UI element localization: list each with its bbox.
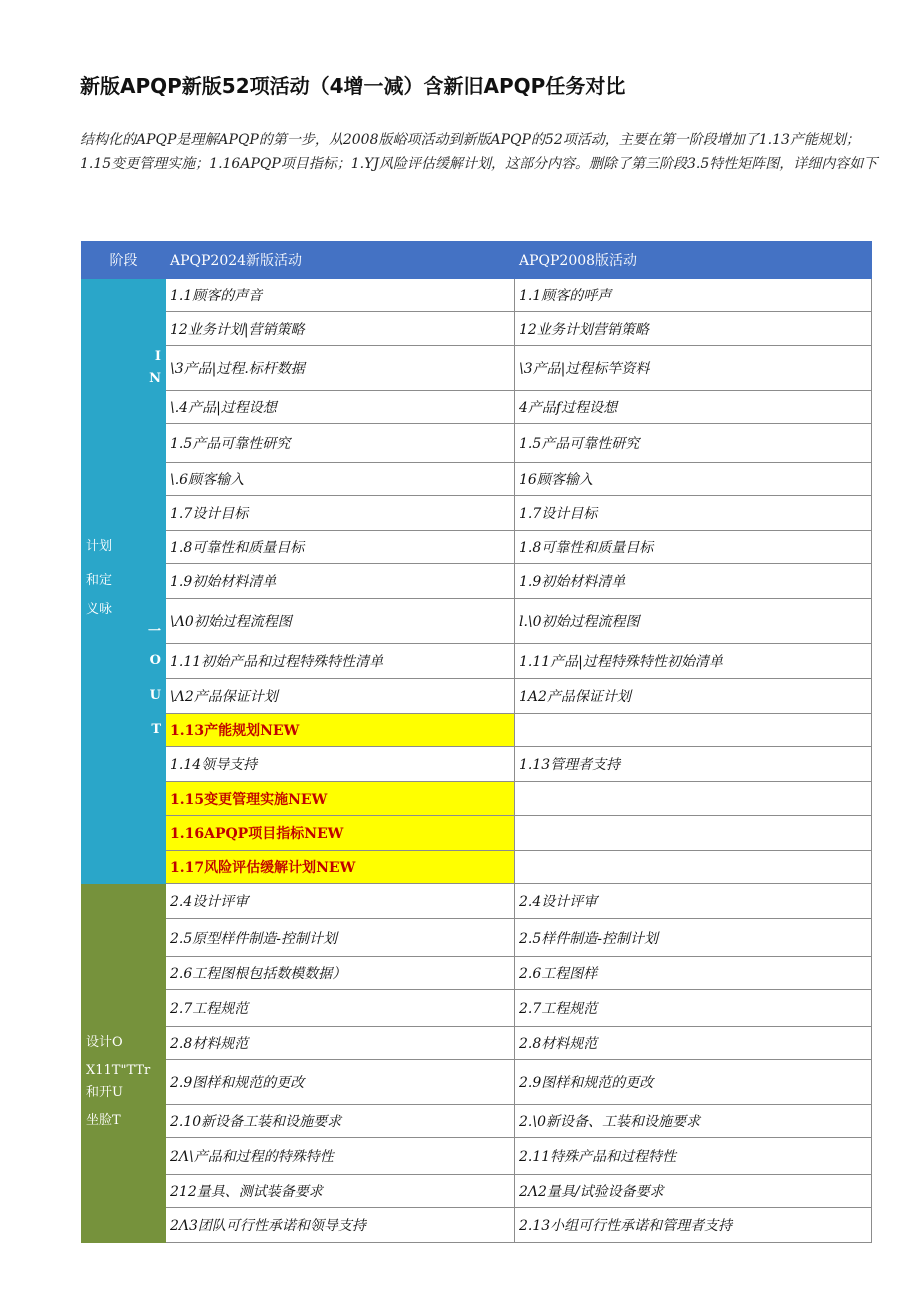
phase-cell xyxy=(82,391,166,424)
old-activity-cell: 1A2产品保证计划 xyxy=(515,679,872,714)
old-activity-cell: 2.8材料规范 xyxy=(515,1027,872,1060)
old-activity-cell: 2.4设计评审 xyxy=(515,884,872,919)
table-row xyxy=(82,1027,872,1060)
phase-label: 和开U xyxy=(86,1085,123,1100)
phase-label: I xyxy=(154,349,161,364)
phase-label: X11T"TTr xyxy=(86,1063,151,1078)
old-activity-cell: 1.8可靠性和质量目标 xyxy=(515,531,872,564)
phase-cell xyxy=(82,919,166,957)
phase-cell xyxy=(82,346,166,391)
table-row xyxy=(82,644,872,679)
old-activity-cell xyxy=(515,782,872,816)
new-activity-cell: 1.11初始产品和过程特殊特性清单 xyxy=(166,644,515,679)
old-activity-cell: 2Λ2量具/试验设备要求 xyxy=(515,1175,872,1208)
new-activity-cell: 2Λ\产品和过程的特殊特性 xyxy=(166,1138,515,1175)
new-activity-cell: \.4产品|过程设想 xyxy=(166,391,515,424)
new-activity-cell: 1.14领导支持 xyxy=(166,747,515,782)
new-activity-cell: 212量具、测试装备要求 xyxy=(166,1175,515,1208)
table-row xyxy=(82,782,872,816)
phase-label: O xyxy=(149,653,161,668)
phase-label: U xyxy=(149,688,161,703)
phase-label: N xyxy=(149,371,161,386)
phase-cell xyxy=(82,599,166,644)
phase-cell xyxy=(82,782,166,816)
new-activity-cell: 1.15变更管理实施NEW xyxy=(166,782,515,816)
document-title: 新版APQP新版52项活动（4增一减）含新旧APQP任务对比 xyxy=(80,74,626,98)
header-phase: 阶段 xyxy=(82,242,166,279)
new-activity-cell: 2.6工程图根包括数模数据） xyxy=(166,957,515,990)
phase-cell xyxy=(82,463,166,496)
old-activity-cell: 16顾客输入 xyxy=(515,463,872,496)
new-activity-cell: 2.7工程规范 xyxy=(166,990,515,1027)
table-row xyxy=(82,747,872,782)
phase-cell xyxy=(82,424,166,463)
phase-cell xyxy=(82,1105,166,1138)
phase-cell xyxy=(82,851,166,884)
table-row xyxy=(82,531,872,564)
new-activity-cell: 1.1顾客的声音 xyxy=(166,279,515,312)
old-activity-cell xyxy=(515,816,872,851)
table-row xyxy=(82,1208,872,1243)
old-activity-cell: 1.13管理者支持 xyxy=(515,747,872,782)
table-row xyxy=(82,919,872,957)
apqp-comparison-table xyxy=(81,241,872,1243)
old-activity-cell: l.\0初始过程流程图 xyxy=(515,599,872,644)
phase-cell xyxy=(82,990,166,1027)
phase-cell xyxy=(82,1027,166,1060)
table-row xyxy=(82,1175,872,1208)
new-activity-cell: \.6顾客输入 xyxy=(166,463,515,496)
new-activity-cell: 1.16APQP项目指标NEW xyxy=(166,816,515,851)
new-activity-cell: 2Λ3团队可行性承诺和领导支持 xyxy=(166,1208,515,1243)
phase-label: 和定 xyxy=(86,573,113,588)
phase-cell xyxy=(82,1175,166,1208)
old-activity-cell xyxy=(515,851,872,884)
old-activity-cell: 2.\0新设备、工装和设施要求 xyxy=(515,1105,872,1138)
old-activity-cell: 2.13小组可行性承诺和管理者支持 xyxy=(515,1208,872,1243)
old-activity-cell: 1.9初始材料清单 xyxy=(515,564,872,599)
phase-label: 计划 xyxy=(86,539,113,554)
phase-cell xyxy=(82,714,166,747)
new-activity-cell: 1.13产能规划NEW xyxy=(166,714,515,747)
new-activity-cell: \3产品|过程.标杆数据 xyxy=(166,346,515,391)
table-body xyxy=(82,279,872,1243)
table-row xyxy=(82,851,872,884)
table-row xyxy=(82,463,872,496)
table-row xyxy=(82,599,872,644)
new-activity-cell: 1.7设计目标 xyxy=(166,496,515,531)
table-row xyxy=(82,990,872,1027)
phase-cell xyxy=(82,1060,166,1105)
new-activity-cell: 2.8材料规范 xyxy=(166,1027,515,1060)
table-row xyxy=(82,1138,872,1175)
table-row xyxy=(82,957,872,990)
old-activity-cell: 2.9图样和规范的更改 xyxy=(515,1060,872,1105)
phase-cell xyxy=(82,747,166,782)
phase-cell xyxy=(82,531,166,564)
new-activity-cell: 2.5原型样件制造-控制计划 xyxy=(166,919,515,957)
phase-cell xyxy=(82,312,166,346)
table-row xyxy=(82,279,872,312)
header-old-activity: APQP2008版活动 xyxy=(515,242,872,279)
new-activity-cell: \Λ2产品保证计划 xyxy=(166,679,515,714)
phase-label: 设计O xyxy=(86,1035,123,1050)
phase-cell xyxy=(82,279,166,312)
old-activity-cell: 2.7工程规范 xyxy=(515,990,872,1027)
table-row xyxy=(82,564,872,599)
old-activity-cell: 12业务计划营销策略 xyxy=(515,312,872,346)
phase-label: 坐脸T xyxy=(86,1113,121,1128)
table-row xyxy=(82,714,872,747)
new-activity-cell: 2.10新设备工装和设施要求 xyxy=(166,1105,515,1138)
phase-label: 义咏 xyxy=(86,602,113,617)
old-activity-cell: \3产品|过程标竿资料 xyxy=(515,346,872,391)
phase-cell xyxy=(82,816,166,851)
phase-cell xyxy=(82,884,166,919)
intro-paragraph: 结构化的APQP是理解APQP的第一步，从2008版峪项活动到新版APQP的52项活动，主要在第一阶段增加了1.13产能规划；1.15变更管理实施；1.16APQP项目指标；1.YJ风险评估缓解计划，这部分内容。删除了第三阶段3.5特性矩阵图，详细内容如下 xyxy=(80,132,878,172)
old-activity-cell: 4产品f过程设想 xyxy=(515,391,872,424)
header-new-activity: APQP2024新版活动 xyxy=(166,242,515,279)
phase-cell xyxy=(82,644,166,679)
phase-cell xyxy=(82,564,166,599)
table-row xyxy=(82,346,872,391)
table-row xyxy=(82,816,872,851)
old-activity-cell: 1.5产品可靠性研究 xyxy=(515,424,872,463)
phase-cell xyxy=(82,679,166,714)
phase-cell xyxy=(82,957,166,990)
phase-label: T xyxy=(151,722,161,737)
old-activity-cell: 2.5样件制造-控制计划 xyxy=(515,919,872,957)
table-row xyxy=(82,496,872,531)
phase-cell xyxy=(82,1208,166,1243)
table-row xyxy=(82,424,872,463)
table-row xyxy=(82,679,872,714)
phase-label: 一 xyxy=(147,624,161,639)
old-activity-cell: 1.1顾客的呼声 xyxy=(515,279,872,312)
new-activity-cell: 1.5产品可靠性研究 xyxy=(166,424,515,463)
table-row xyxy=(82,884,872,919)
table-row xyxy=(82,1105,872,1138)
table-header-row xyxy=(82,242,872,279)
new-activity-cell: 2.4设计评审 xyxy=(166,884,515,919)
table-row xyxy=(82,1060,872,1105)
old-activity-cell: 2.6工程图样 xyxy=(515,957,872,990)
phase-cell xyxy=(82,1138,166,1175)
new-activity-cell: 1.17风险评估缓解计划NEW xyxy=(166,851,515,884)
new-activity-cell: 1.9初始材料清单 xyxy=(166,564,515,599)
old-activity-cell xyxy=(515,714,872,747)
old-activity-cell: 2.11特殊产品和过程特性 xyxy=(515,1138,872,1175)
new-activity-cell: 2.9图样和规范的更改 xyxy=(166,1060,515,1105)
phase-cell xyxy=(82,496,166,531)
table-row xyxy=(82,391,872,424)
old-activity-cell: 1.7设计目标 xyxy=(515,496,872,531)
new-activity-cell: \Λ0初始过程流程图 xyxy=(166,599,515,644)
old-activity-cell: 1.11产品|过程特殊特性初始清单 xyxy=(515,644,872,679)
new-activity-cell: 12业务计划|营销策略 xyxy=(166,312,515,346)
new-activity-cell: 1.8可靠性和质量目标 xyxy=(166,531,515,564)
table-row xyxy=(82,312,872,346)
